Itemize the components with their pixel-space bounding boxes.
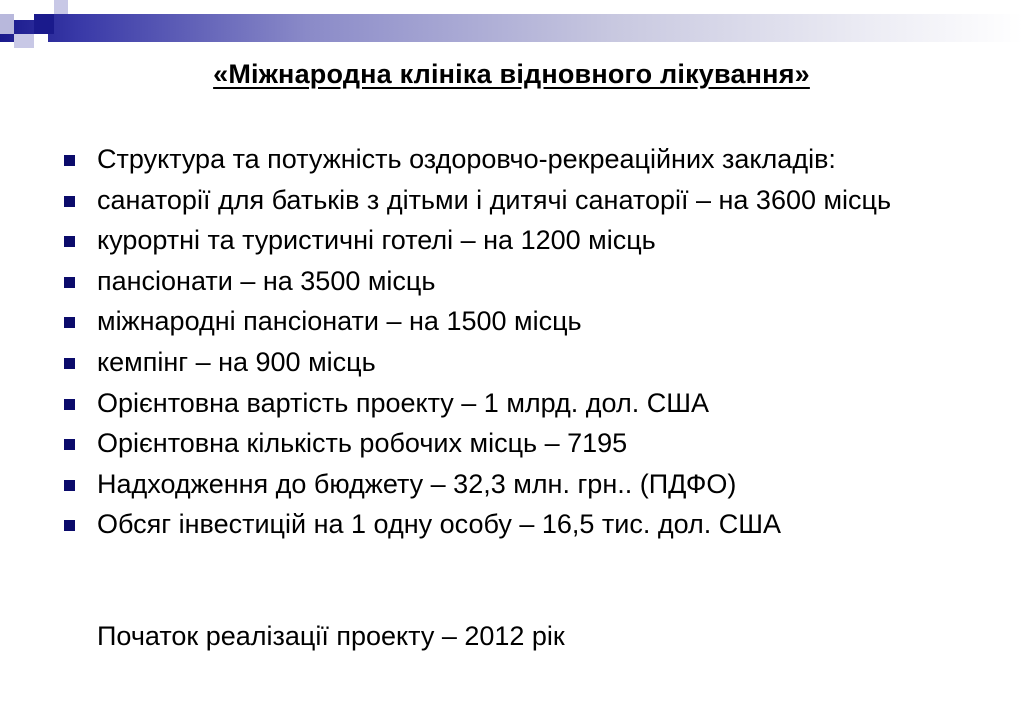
square-bullet-icon — [64, 236, 75, 247]
bullet-item — [62, 469, 1002, 500]
decorative-square — [34, 14, 54, 34]
square-bullet-icon — [64, 399, 75, 410]
square-bullet-icon — [64, 480, 75, 491]
bullet-text: Орієнтовна вартість проекту – 1 млрд. дол. США — [97, 387, 709, 418]
bullet-item — [62, 428, 1002, 459]
bullet-text: кемпінг – на 900 місць — [97, 346, 376, 377]
bullet-text: міжнародні пансіонати – на 1500 місць — [97, 306, 582, 337]
bullet-text: Структура та потужність оздоровчо-рекреаційних закладів: — [97, 144, 836, 174]
bullet-text: Обсяг інвестицій на 1 одну особу – 16,5 тис. дол. США — [97, 509, 782, 540]
slide-title: «Міжнародна клініка відновного лікування» — [213, 59, 810, 89]
square-bullet-icon — [64, 155, 75, 166]
square-bullet-icon — [64, 196, 75, 207]
project-start-line: Початок реалізації проекту – 2012 рік — [97, 621, 565, 651]
square-bullet-icon — [64, 358, 75, 369]
decorative-square — [54, 0, 68, 14]
square-bullet-icon — [64, 520, 75, 531]
square-bullet-icon — [64, 317, 75, 328]
square-bullet-icon — [64, 277, 75, 288]
bullet-text: санаторії для батьків з дітьми і дитячі санаторії – на 3600 місць — [97, 184, 892, 215]
bullet-item — [62, 509, 1002, 540]
bullet-item — [62, 347, 1002, 378]
decorative-square — [14, 0, 34, 20]
bullet-item — [62, 225, 1002, 256]
bullet-item — [62, 266, 1002, 297]
decorative-square — [34, 34, 48, 48]
bullet-item — [62, 144, 1002, 175]
square-bullet-icon — [64, 439, 75, 450]
bullet-item — [62, 306, 1002, 337]
decorative-square — [14, 34, 34, 48]
bullet-text: пансіонати – на 3500 місць — [97, 265, 436, 296]
bullet-text: Орієнтовна кількість робочих місць – 7195 — [97, 428, 628, 459]
bullet-text: курортні та туристичні готелі – на 1200 місць — [97, 225, 656, 256]
header-gradient-bar — [0, 14, 1023, 42]
bullet-item — [62, 185, 1002, 216]
bullet-list — [62, 144, 1002, 550]
bullet-text: Надходження до бюджету – 32,3 млн. грн.. (ПДФО) — [97, 468, 737, 499]
bullet-item — [62, 388, 1002, 419]
decorative-square — [0, 14, 14, 34]
